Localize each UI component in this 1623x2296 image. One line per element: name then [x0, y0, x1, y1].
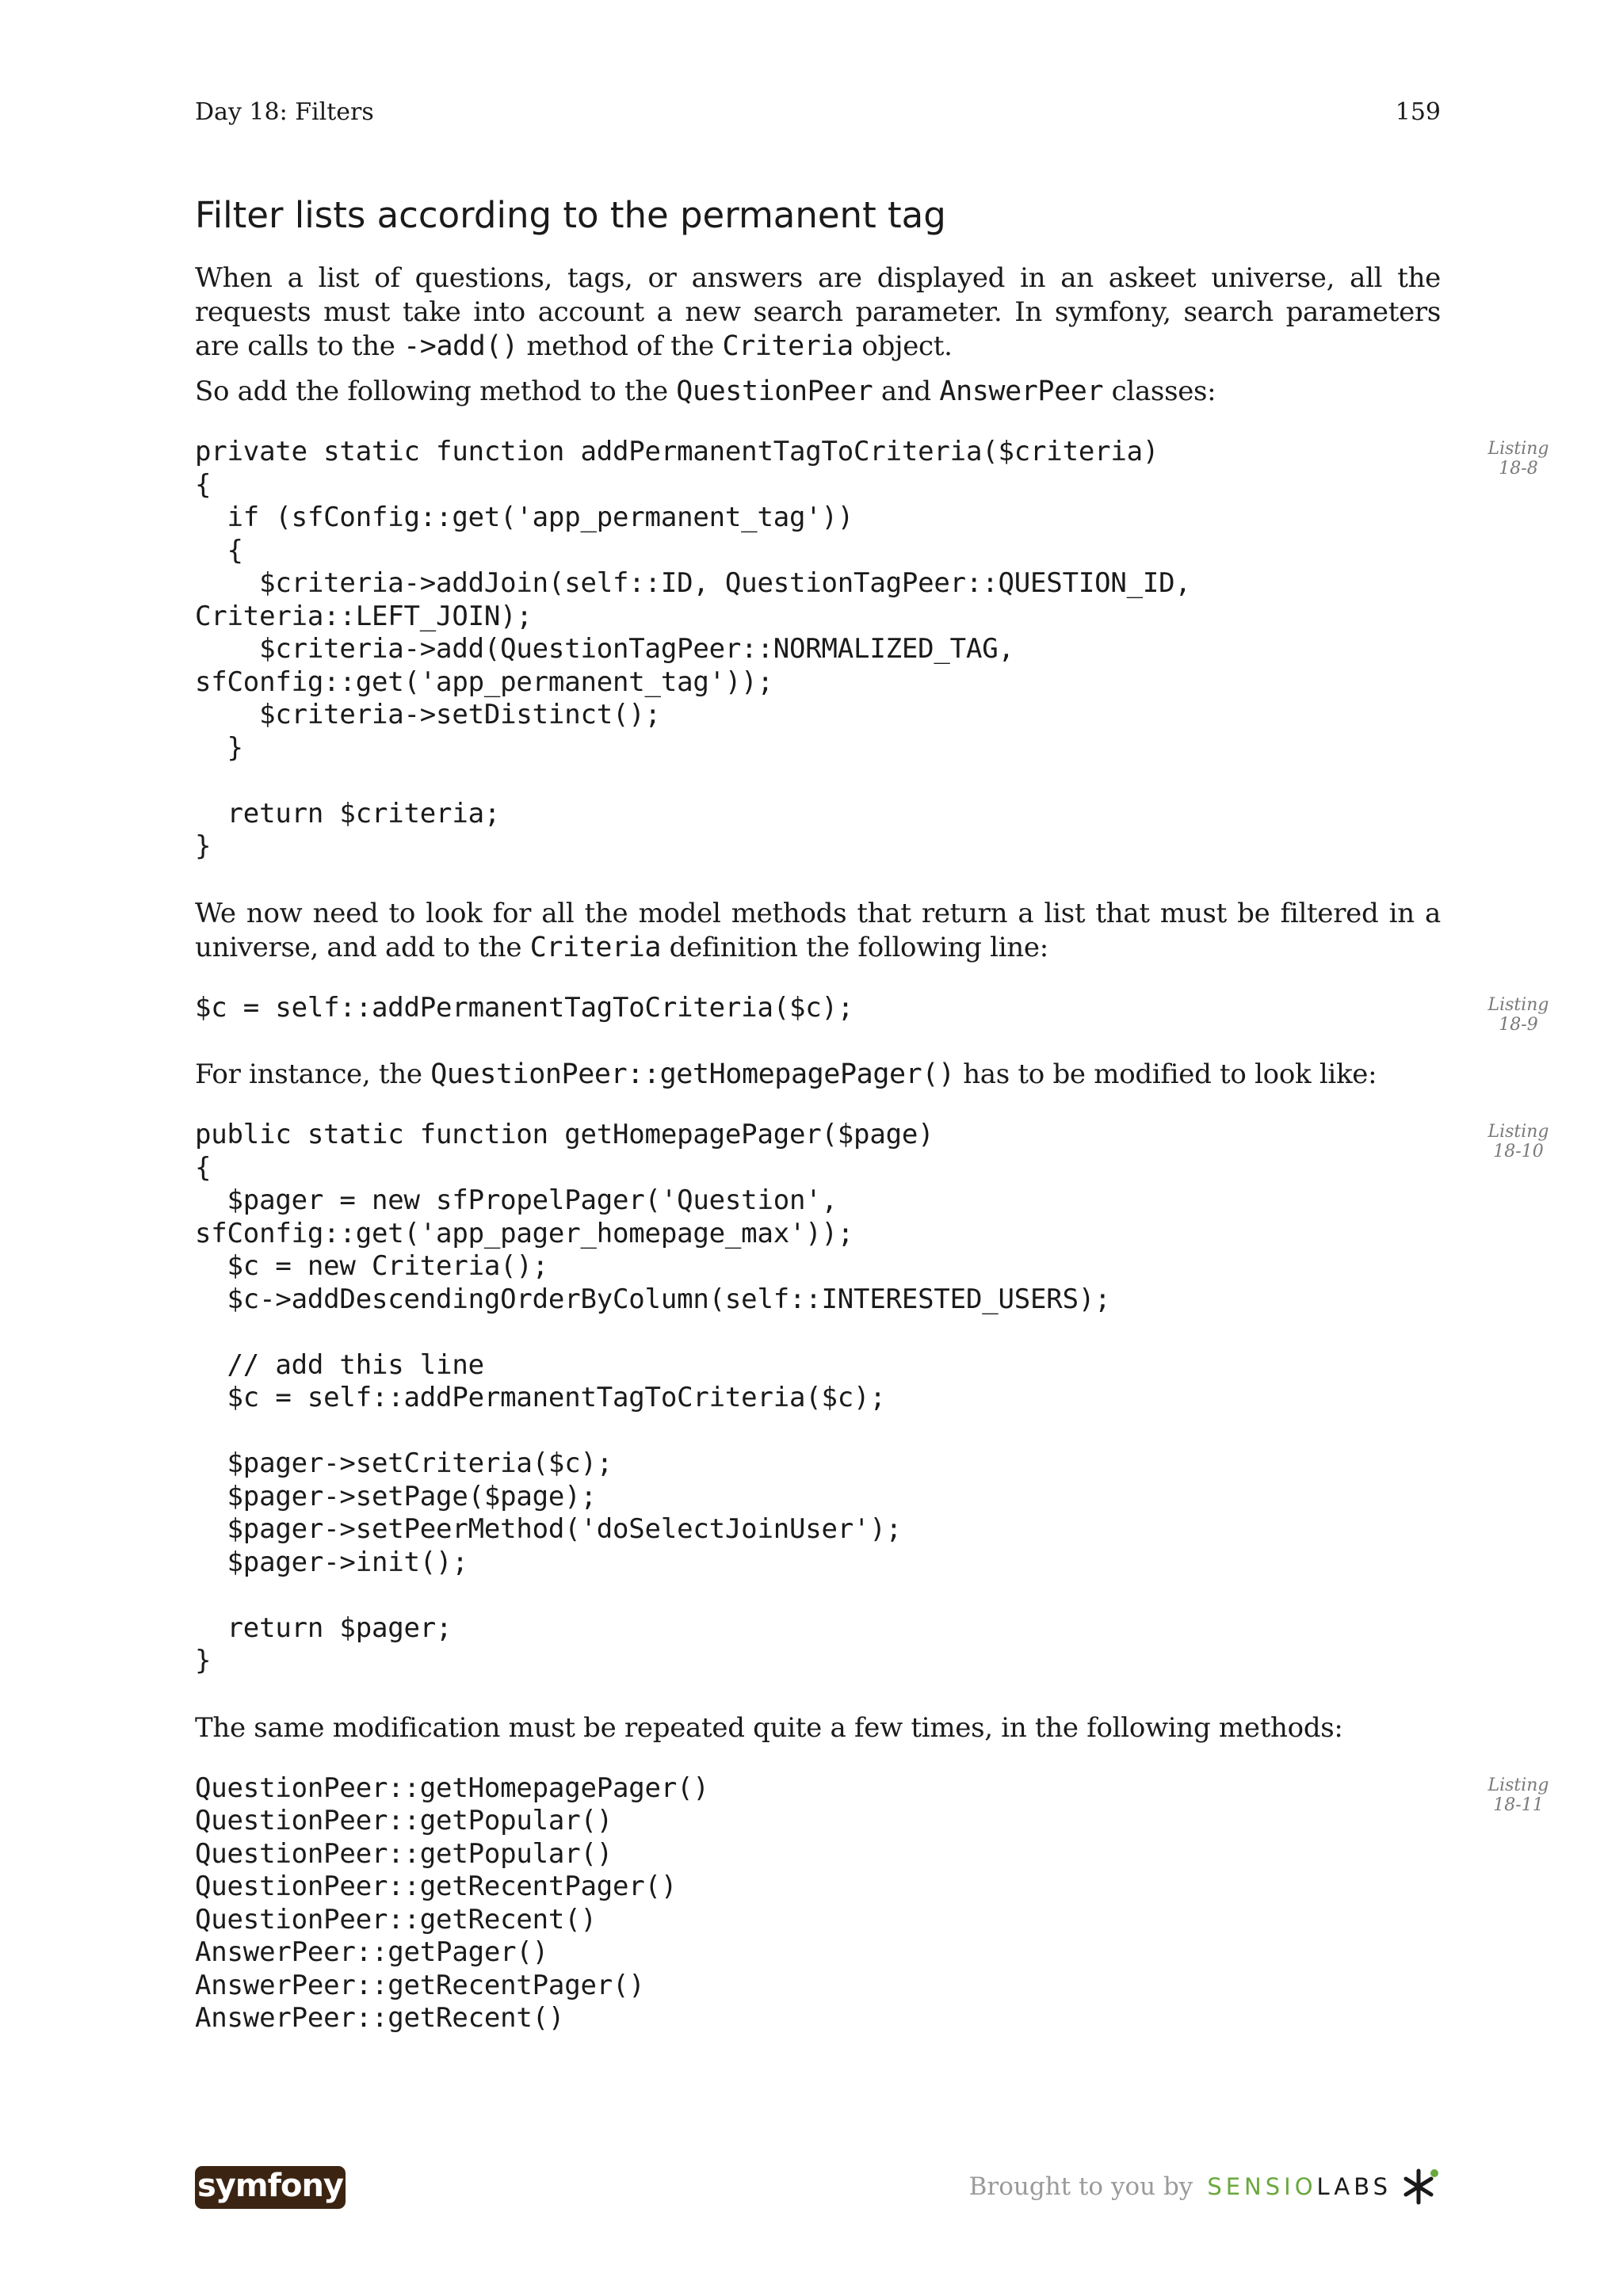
- symfony-logo: symfony: [195, 2166, 346, 2209]
- brand-sensio: SENSIO: [1207, 2173, 1317, 2200]
- text: So add the following method to the: [195, 376, 677, 407]
- text: has to be modified to look like:: [954, 1058, 1377, 1090]
- listing-tag: [1447, 1122, 1590, 1161]
- inline-code: Criteria: [529, 931, 662, 963]
- listing-label: Listing: [1487, 1775, 1549, 1795]
- listing-tag: [1447, 439, 1590, 479]
- code-block: $c = self::addPermanentTagToCriteria($c);: [195, 991, 854, 1024]
- text: object.: [853, 330, 953, 362]
- listing-number: 18-9: [1499, 1014, 1538, 1035]
- inline-code: QuestionPeer::getHomepagePager(): [430, 1058, 955, 1090]
- text: We now need to look for all the model methods that return a list that must be filtered in a universe, and add to the: [195, 897, 1441, 963]
- code-listing-18-9: [195, 991, 1549, 1035]
- main-content: [195, 190, 1549, 2069]
- inline-code: ->add(): [403, 330, 518, 362]
- chapter-title: Day 18: Filters: [195, 98, 374, 126]
- text: method of the: [517, 330, 723, 362]
- paragraph-model-methods: [195, 897, 1441, 965]
- code-listing-18-8: [195, 436, 1549, 864]
- text: When a list of questions, tags, or answers are displayed in an askeet universe, all the requests must take into account a new search parameter. In symfony, search parameters are calls to the: [195, 262, 1441, 362]
- page-number: 159: [1395, 98, 1441, 126]
- footer-credit: [969, 2164, 1441, 2209]
- inline-code: Criteria: [722, 330, 854, 362]
- section-title: Filter lists according to the permanent tag: [195, 194, 946, 236]
- sensiolabs-star-icon: [1400, 2166, 1441, 2207]
- inline-code: QuestionPeer: [676, 376, 873, 407]
- inline-code: AnswerPeer: [939, 376, 1104, 407]
- paragraph-repeat: The same modification must be repeated quite a few times, in the following methods:: [195, 1711, 1343, 1744]
- listing-number: 18-11: [1493, 1794, 1544, 1815]
- code-block: private static function addPermanentTagToCriteria($criteria) { if (sfConfig::get('app_permanent_tag')) { $criteria->addJoin(self::ID, QuestionTagPeer::QUESTION_ID, Criteria::LEFT_JOIN); $criteria->add(QuestionTagPeer::NORMALIZED_TAG, sfConfig::get('app_permanent_tag')); $criteria->setDistinct(); } return $criteria; }: [195, 436, 1191, 862]
- paragraph-intro: [195, 261, 1441, 364]
- listing-label: Listing: [1487, 1122, 1549, 1142]
- brand-labs: LABS: [1316, 2173, 1392, 2200]
- paragraph-for-instance: [195, 1058, 1441, 1092]
- listing-label: Listing: [1487, 994, 1549, 1015]
- listing-label: Listing: [1487, 439, 1549, 459]
- code-listing-18-10: [195, 1119, 1549, 1678]
- code-block: public static function getHomepagePager($page) { $pager = new sfPropelPager('Question', sfConfig::get('app_pager_homepage_max')); $c = new Criteria(); $c->addDescendingOrderByColumn(self::INTERESTED_USERS); // add this line $c = self::addPermanentTagToCriteria($c); $pager->setCriteria($c); $pager->setPage($page); $pager->setPeerMethod('doSelectJoinUser'); $pager->init(); return $pager; }: [195, 1119, 1111, 1676]
- brought-by-text: Brought to you by: [968, 2172, 1193, 2201]
- text: For instance, the: [195, 1058, 431, 1090]
- listing-tag: [1447, 995, 1590, 1035]
- listing-number: 18-10: [1493, 1142, 1544, 1161]
- code-block: QuestionPeer::getHomepagePager() QuestionPeer::getPopular() QuestionPeer::getPopular() QuestionPeer::getRecentPager() QuestionPeer::getRecent() AnswerPeer::getPager() AnswerPeer::getRecentPager() AnswerPeer::getRecent(): [195, 1772, 709, 2034]
- running-header: [195, 98, 1441, 133]
- listing-number: 18-8: [1499, 459, 1538, 479]
- listing-tag: [1447, 1775, 1590, 1815]
- paragraph-add-method: [195, 375, 1441, 409]
- text: definition the following line:: [661, 931, 1048, 963]
- text: classes:: [1103, 376, 1216, 407]
- text: and: [873, 376, 940, 407]
- code-listing-18-11: [195, 1772, 1549, 2035]
